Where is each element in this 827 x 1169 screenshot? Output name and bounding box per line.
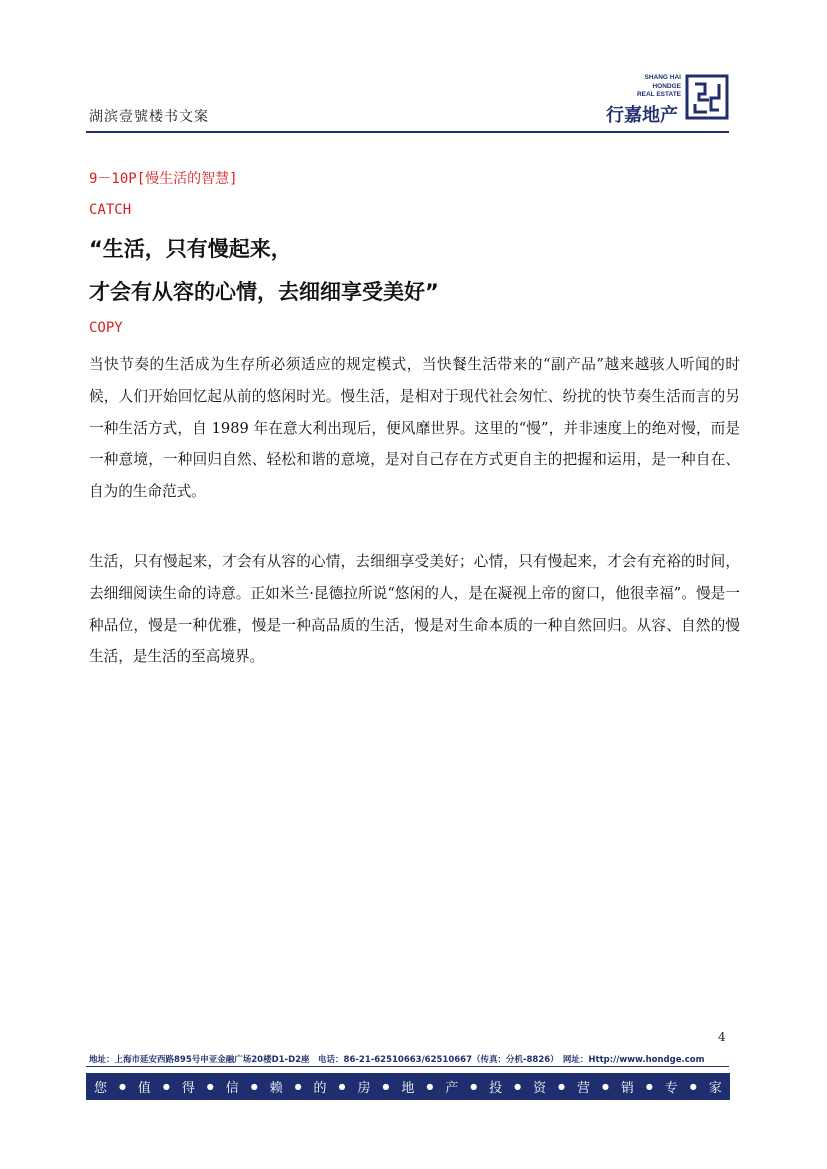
slogan-dot: ● xyxy=(514,1082,522,1091)
catch-line: 才会有从容的心情，去细细享受美好” xyxy=(89,280,439,304)
slogan-char: 资 xyxy=(533,1081,547,1096)
slogan-dot: ● xyxy=(470,1082,478,1091)
slogan-char: 您 xyxy=(94,1081,108,1096)
slogan-dot: ● xyxy=(601,1082,609,1091)
slogan-char: 赖 xyxy=(269,1081,283,1096)
slogan-dot: ● xyxy=(645,1082,653,1091)
slogan-dot: ● xyxy=(558,1082,566,1091)
slogan-char: 投 xyxy=(489,1081,503,1096)
copy-label: COPY xyxy=(89,320,123,336)
slogan-char: 销 xyxy=(620,1081,634,1096)
slogan-char: 房 xyxy=(357,1081,371,1096)
slogan-char: 得 xyxy=(181,1081,195,1096)
slogan-dot: ● xyxy=(206,1082,214,1091)
body-paragraph: 生活，只有慢起来，才会有从容的心情，去细细享受美好；心情，只有慢起来，才会有充裕的时间，去细细阅读生命的诗意。正如米兰·昆德拉所说“悠闲的人，是在凝视上帝的窗口，他很幸福”。慢是一种品位，慢是一种优雅，慢是一种高品质的生活，慢是对生命本质的一种自然回归。从容、自然的慢生活，是生活的至高境界。 xyxy=(89,553,740,666)
slogan-dot: ● xyxy=(162,1082,170,1091)
slogan-dot: ● xyxy=(250,1082,258,1091)
page-number: 4 xyxy=(718,1030,726,1044)
logo-chinese-text: 行嘉地产 xyxy=(606,105,678,126)
logo-english-text: SHANG HAI HONDGE REAL ESTATE xyxy=(636,74,681,98)
slogan-dot: ● xyxy=(118,1082,126,1091)
body-paragraph: 当快节奏的生活成为生存所必须适应的规定模式，当快餐生活带来的“副产品”越来越骇人听闻的时候，人们开始回忆起从前的悠闲时光。慢生活，是相对于现代社会匆忙、纷扰的快节奏生活而言的另一种生活方式，自 1989 年在意大利出现后，便风靡世界。这里的“慢”，并非速度上的绝对慢，而是一种意境，一种回归自然、轻松和谐的意境，是对自己存在方式更自主的把握和运用，是一种自在、自为的生命范式。 xyxy=(89,356,740,501)
slogan-dot: ● xyxy=(426,1082,434,1091)
slogan-dot: ● xyxy=(382,1082,390,1091)
logo-mark-icon xyxy=(685,74,729,120)
footer-divider xyxy=(86,1066,729,1067)
slogan-char: 营 xyxy=(576,1081,590,1096)
footer-slogan-band xyxy=(86,1073,730,1100)
catch-line: “生活，只有慢起来， xyxy=(89,237,292,261)
section-title: 9－10P[慢生活的智慧] xyxy=(89,171,238,187)
slogan-char: 家 xyxy=(708,1081,722,1096)
slogan-dot: ● xyxy=(294,1082,302,1091)
header-divider xyxy=(86,131,729,133)
footer-address: 地址：上海市延安西路895号申亚金融广场20楼D1-D2座 电话：86-21-62510663/62510667（传真：分机-8826） 网址：Http://www.hondge.com xyxy=(89,1055,705,1065)
slogan-char: 产 xyxy=(445,1081,459,1096)
slogan-char: 专 xyxy=(664,1081,678,1096)
slogan-char: 的 xyxy=(313,1081,327,1096)
catch-label: CATCH xyxy=(89,202,132,218)
slogan-dot: ● xyxy=(689,1082,697,1091)
slogan-char: 地 xyxy=(401,1081,415,1096)
slogan-char: 信 xyxy=(225,1081,239,1096)
document-title: 湖滨壹號楼书文案 xyxy=(89,109,209,125)
slogan-dot: ● xyxy=(338,1082,346,1091)
slogan-char: 值 xyxy=(137,1081,151,1096)
